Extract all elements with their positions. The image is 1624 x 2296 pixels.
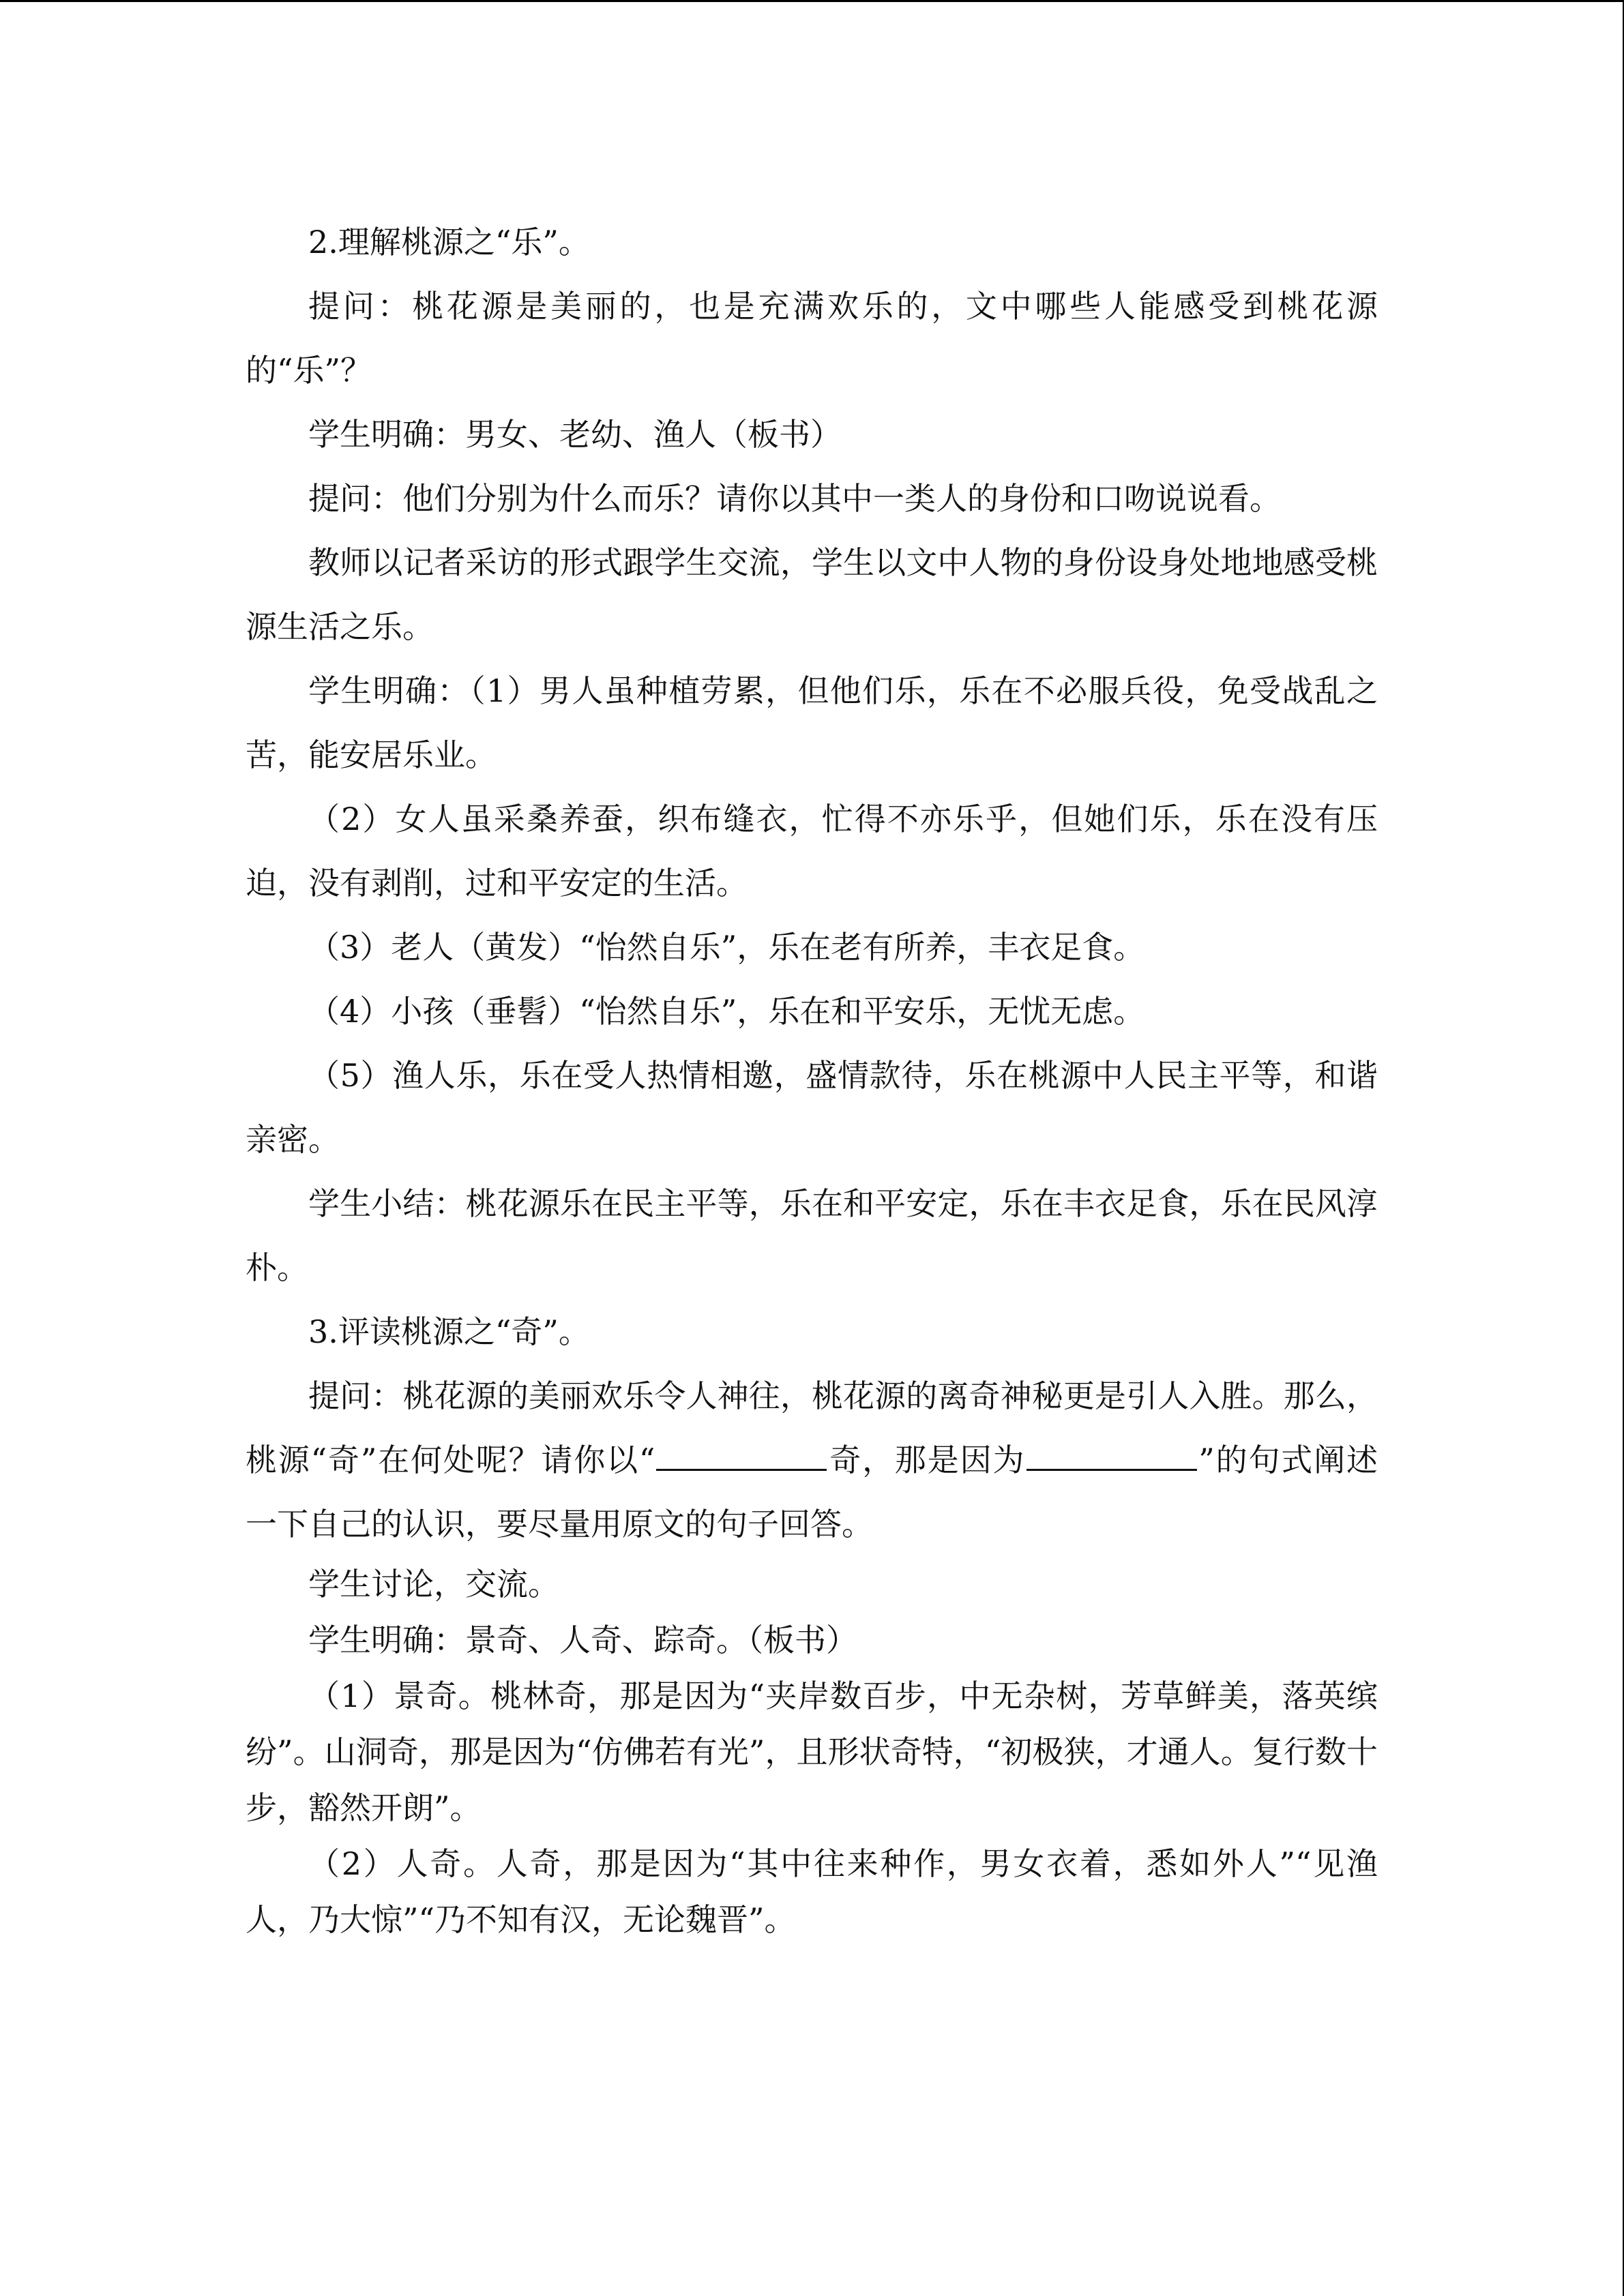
question-3-text-end: ”的句式阐述一下自己的认识，要尽量用原文的句子回答。 <box>246 1442 1378 1542</box>
fill-in-blank-2 <box>1027 1439 1197 1471</box>
question-3-text-middle: 奇，那是因为 <box>828 1442 1026 1478</box>
paragraph-question-2: 提问：他们分别为什么而乐？请你以其中一类人的身份和口吻说说看。 <box>308 480 1281 517</box>
paragraph-answer-men: 学生明确：（1）男人虽种植劳累，但他们乐，乐在不必服兵役，免受战乱之苦，能安居乐业。 <box>246 672 1378 773</box>
paragraph-answer-women: （2）女人虽采桑养蚕，织布缝衣，忙得不亦乐乎，但她们乐，乐在没有压迫，没有剥削，过和平安定的生活。 <box>246 801 1378 901</box>
paragraph-answer-fisherman: （5）渔人乐，乐在受人热情相邀，盛情款待，乐在桃源中人民主平等，和谐亲密。 <box>246 1057 1378 1158</box>
paragraph-discussion: 学生讨论，交流。 <box>308 1566 559 1602</box>
paragraph-question-1: 提问：桃花源是美丽的，也是充满欢乐的，文中哪些人能感受到桃花源的“乐”？ <box>246 288 1378 389</box>
fill-in-blank-1 <box>656 1439 827 1471</box>
paragraph-people-wonder: （2）人奇。人奇，那是因为“其中往来种作，男女衣着，悉如外人”“见渔人，乃大惊”“乃不知有汉，无论魏晋”。 <box>246 1845 1378 1938</box>
paragraph-teacher-activity: 教师以记者采访的形式跟学生交流，学生以文中人物的身份设身处地地感受桃源生活之乐。 <box>246 544 1378 645</box>
paragraph-answer-1: 学生明确：男女、老幼、渔人（板书） <box>308 416 842 453</box>
question-3-text-start: 提问：桃花源的美丽欢乐令人神往，桃花源的离奇神秘更是引人入胜。那么，桃源“奇”在何处呢？请你以“ <box>246 1377 1378 1478</box>
section-heading-wonder: 3.评读桃源之“奇”。 <box>308 1313 590 1350</box>
section-heading-happiness: 2.理解桃源之“乐”。 <box>308 224 590 260</box>
paragraph-question-3 <box>246 1364 1378 1556</box>
paragraph-answer-children: （4）小孩（垂髫）“怡然自乐”，乐在和平安乐，无忧无虑。 <box>308 993 1145 1030</box>
paragraph-answer-elderly: （3）老人（黄发）“怡然自乐”，乐在老有所养，丰衣足食。 <box>308 929 1145 966</box>
document-body <box>246 210 1378 1948</box>
paragraph-scenery-wonder: （1）景奇。桃林奇，那是因为“夹岸数百步，中无杂树，芳草鲜美，落英缤纷”。山洞奇，那是因为“仿佛若有光”，且形状奇特，“初极狭，才通人。复行数十步，豁然开朗”。 <box>246 1678 1378 1826</box>
paragraph-answer-wonders: 学生明确：景奇、人奇、踪奇。（板书） <box>308 1622 857 1658</box>
paragraph-summary: 学生小结：桃花源乐在民主平等，乐在和平安定，乐在丰衣足食，乐在民风淳朴。 <box>246 1185 1378 1286</box>
